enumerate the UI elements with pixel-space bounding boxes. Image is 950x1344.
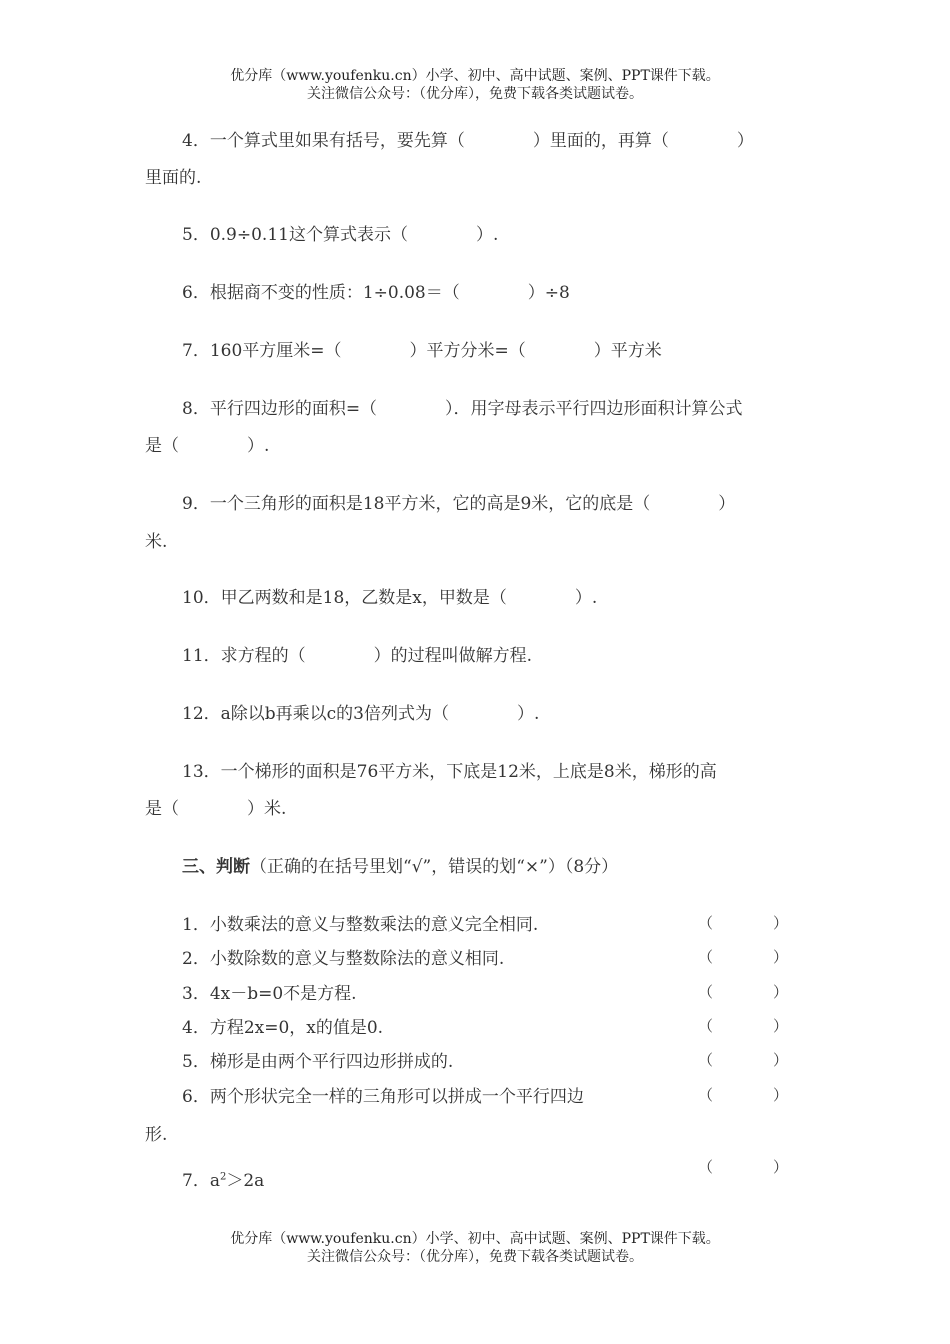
- question-4-line2: 里面的.: [145, 168, 202, 188]
- question-11: 11．求方程的（ ）的过程叫做解方程.: [182, 646, 533, 666]
- question-7: 7．160平方厘米=（ ）平方分米=（ ）平方米: [182, 341, 662, 361]
- question-9-line2: 米.: [145, 532, 168, 552]
- question-10: 10．甲乙两数和是18，乙数是x，甲数是（ ）.: [182, 588, 598, 608]
- judge-item-3: 3．4x－b=0不是方程.: [182, 984, 357, 1004]
- judge-item-1: 1．小数乘法的意义与整数乘法的意义完全相同.: [182, 915, 539, 935]
- judge-item-6-answer: （ ）: [698, 1086, 789, 1104]
- question-9-line1: 9．一个三角形的面积是18平方米，它的高是9米，它的底是（ ）: [182, 494, 736, 514]
- page-header-line1: 优分库（www.youfenku.cn）小学、初中、高中试题、案例、PPT课件下载。: [230, 68, 720, 84]
- judge-item-7-answer: （ ）: [698, 1158, 789, 1176]
- judge-item-5-answer: （ ）: [698, 1051, 789, 1069]
- question-6: 6．根据商不变的性质：1÷0.08＝（ ）÷8: [182, 283, 570, 303]
- judge-item-7: [182, 1166, 264, 1191]
- judge-item-6-line1: 6．两个形状完全一样的三角形可以拼成一个平行四边: [182, 1087, 584, 1107]
- page-footer-line1: 优分库（www.youfenku.cn）小学、初中、高中试题、案例、PPT课件下载。: [230, 1231, 720, 1247]
- judge-item-3-answer: （ ）: [698, 983, 789, 1001]
- section-3-heading: [182, 852, 618, 877]
- judge-item-7-exponent: 2: [219, 1171, 227, 1183]
- question-8-line2: 是（ ）.: [145, 436, 270, 456]
- section-3-title: 三、判断: [182, 857, 250, 877]
- judge-item-7-pre: 7．a: [182, 1171, 220, 1191]
- page-header-line2: 关注微信公众号：（优分库），免费下载各类试题试卷。: [307, 86, 643, 102]
- question-12: 12．a除以b再乘以c的3倍列式为（ ）.: [182, 704, 540, 724]
- judge-item-2-answer: （ ）: [698, 948, 789, 966]
- judge-item-5: 5．梯形是由两个平行四边形拼成的.: [182, 1052, 454, 1072]
- judge-item-1-answer: （ ）: [698, 914, 789, 932]
- question-13-line2: 是（ ）米.: [145, 799, 287, 819]
- question-4-line1: 4．一个算式里如果有括号，要先算（ ）里面的，再算（ ）: [182, 131, 754, 151]
- judge-item-7-post: ＞2a: [226, 1171, 265, 1191]
- page-footer-line2: 关注微信公众号：（优分库），免费下载各类试题试卷。: [307, 1249, 643, 1265]
- judge-item-2: 2．小数除数的意义与整数除法的意义相同.: [182, 949, 505, 969]
- judge-item-4-answer: （ ）: [698, 1017, 789, 1035]
- judge-item-6-line2: 形.: [145, 1125, 168, 1145]
- question-5: 5．0.9÷0.11这个算式表示（ ）.: [182, 225, 499, 245]
- section-3-desc: （正确的在括号里划“√”，错误的划“×”）（8分）: [250, 857, 619, 877]
- judge-item-4: 4．方程2x=0，x的值是0.: [182, 1018, 384, 1038]
- question-8-line1: 8．平行四边形的面积=（ ）．用字母表示平行四边形面积计算公式: [182, 399, 743, 419]
- question-13-line1: 13．一个梯形的面积是76平方米，下底是12米，上底是8米，梯形的高: [182, 762, 717, 782]
